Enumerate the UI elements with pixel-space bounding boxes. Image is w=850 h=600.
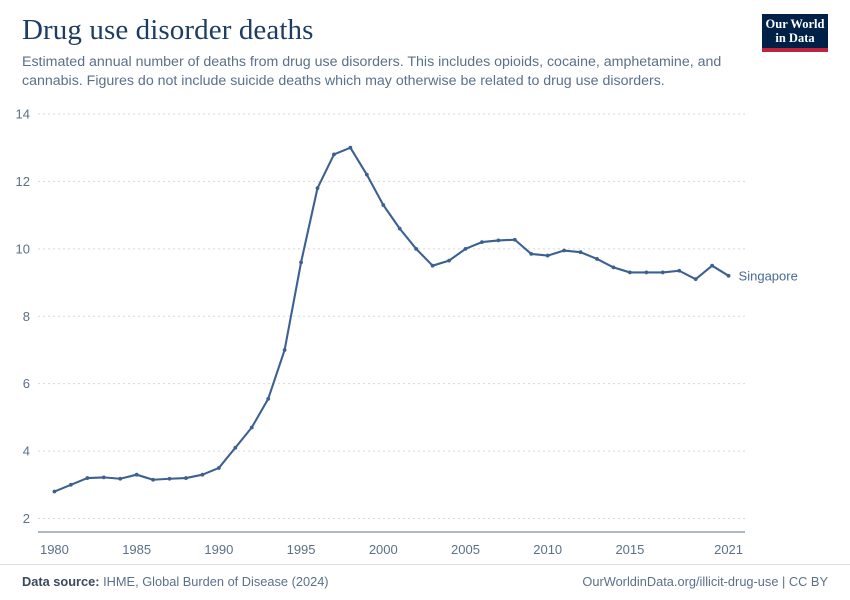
series-point [398,227,402,231]
series-singapore[interactable] [53,146,731,494]
x-tick-label: 1985 [122,542,152,554]
series-point [480,240,484,244]
series-point [464,247,468,251]
data-source [22,574,329,589]
page-subtitle: Estimated annual number of deaths from drug use disorders. This includes opioids, cocaine, amphetamine, and cannabis. Figures do not include suicide deaths which may otherwise be related to drug use disorders. [22,54,722,89]
our-world-in-data-logo[interactable] [762,14,828,52]
series-point [135,473,139,477]
x-tick-label: 1980 [39,542,69,554]
series-label-singapore [739,268,798,283]
series-point [118,477,122,481]
series-point [85,476,89,480]
y-tick-label: 6 [22,376,30,392]
y-tick-label: 8 [22,308,30,324]
page-title: Drug use disorder deaths [22,14,314,46]
x-tick-label: 1990 [204,542,234,554]
attribution-link[interactable]: OurWorldinData.org/illicit-drug-use | CC BY [582,574,828,589]
gridlines [38,114,745,519]
series-point [250,426,254,430]
series-point [184,476,188,480]
series-point [201,473,205,477]
series-point [348,146,352,150]
data-source-value: IHME, Global Burden of Disease (2024) [103,574,329,589]
x-tick-label: 2000 [368,542,398,554]
series-point [644,271,648,275]
series-point [579,250,583,254]
series-point [595,257,599,261]
series-point [299,260,303,264]
y-tick-label: 12 [15,173,30,189]
series-point [447,259,451,263]
series-point [694,277,698,281]
series-point [266,397,270,401]
x-tick-label: 2010 [533,542,563,554]
logo-line-1: Our World [765,17,825,31]
x-tick-label: 2015 [615,542,645,554]
series-point [381,203,385,207]
series-point [529,252,533,256]
chart-footer [0,564,850,600]
line-chart [0,92,850,554]
x-axis-tick-labels [40,542,743,554]
y-axis-tick-labels [16,107,30,527]
series-point [283,348,287,352]
x-tick-label: 2005 [451,542,480,554]
series-path[interactable] [54,148,728,492]
data-source-label: Data source: [22,574,100,589]
series-point [628,271,632,275]
series-point [727,274,731,278]
chart-svg [0,92,850,554]
y-tick-label: 14 [15,106,30,122]
series-point [316,186,320,190]
series-point [53,490,57,494]
y-tick-label: 4 [22,443,30,459]
series-point [69,483,73,487]
series-point [546,254,550,258]
x-tick-label: 2021 [714,542,744,554]
logo-line-2: in Data [775,31,815,45]
x-tick-label: 1995 [286,542,316,554]
series-point [233,446,237,450]
series-point [365,173,369,177]
series-point [414,247,418,251]
series-point [496,239,500,243]
series-point [710,264,714,268]
series-point [332,153,336,157]
y-tick-label: 10 [15,241,30,257]
series-point [677,269,681,273]
series-point [661,271,665,275]
series-point [168,477,172,481]
series-point [513,238,517,242]
series-point [151,478,155,482]
series-point [431,264,435,268]
y-tick-label: 2 [22,511,30,527]
series-name-label: Singapore [738,268,798,284]
series-point [612,265,616,269]
series-point [102,475,106,479]
series-point [562,249,566,253]
series-point [217,466,221,470]
